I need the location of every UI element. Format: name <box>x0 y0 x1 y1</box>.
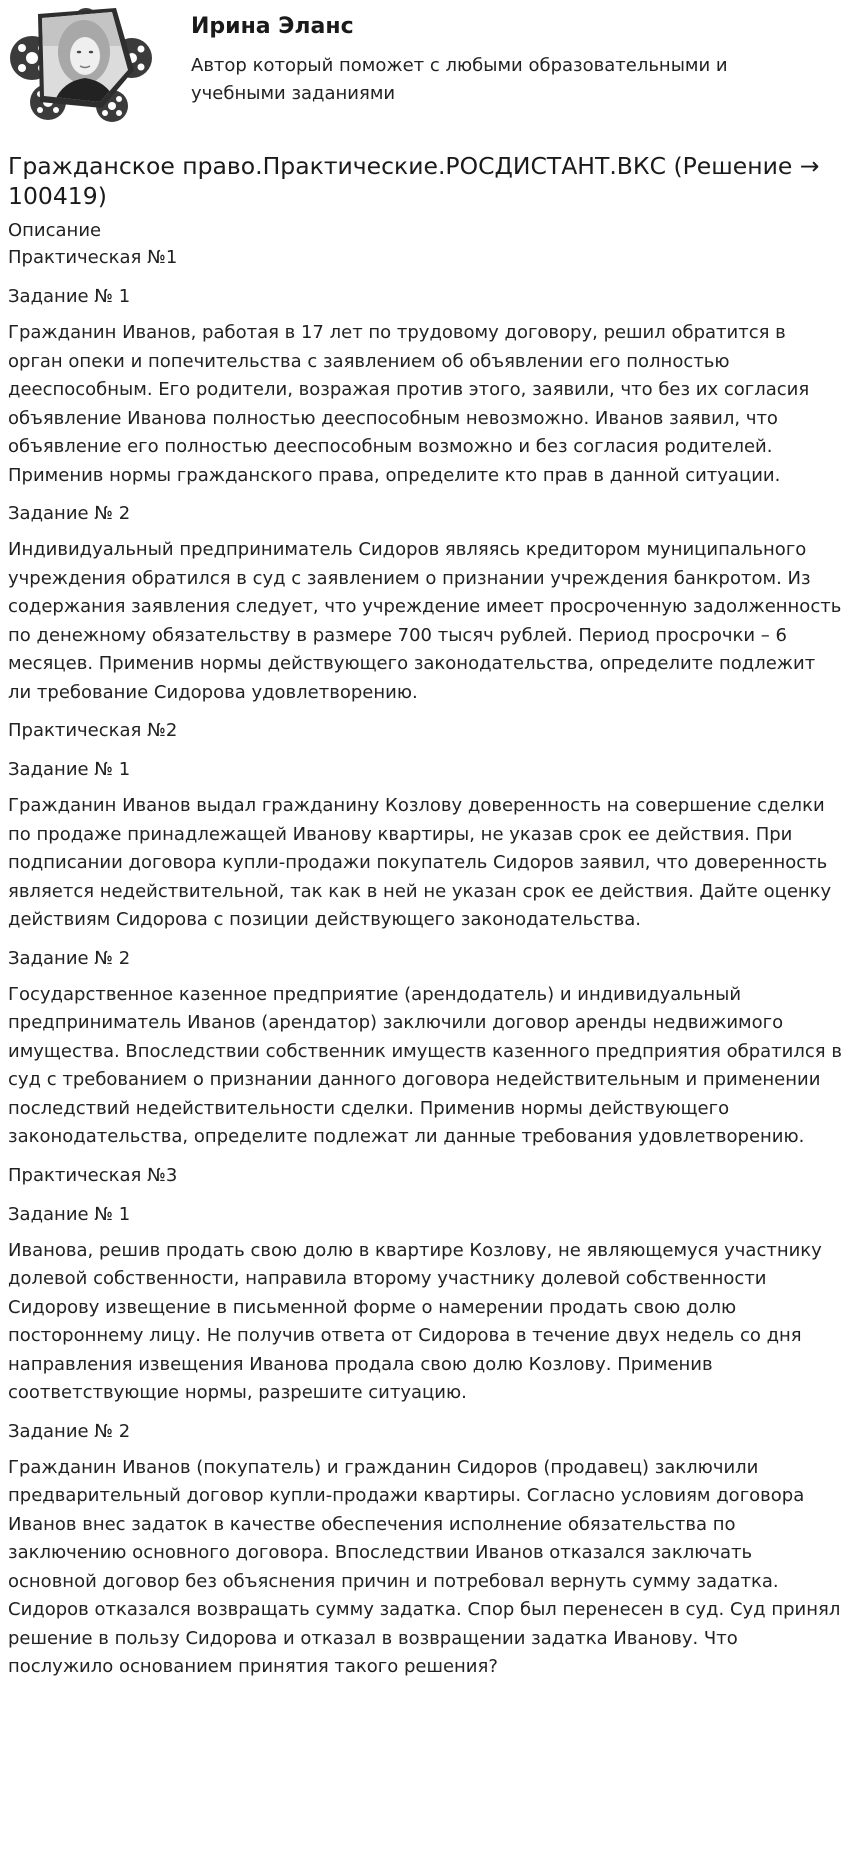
film-reel-avatar-image <box>8 6 153 126</box>
task-text: Гражданин Иванов, работая в 17 лет по трудовому договору, решил обратится в орган опеки и попечительства с заявлением об объявлении его полностью дееспособным. Его родители, возражая против этого, заявили, что без их согласия объявление Иванова полностью дееспособным невозможно. Иванов заявил, что объявление его полностью дееспособным возможно и без согласия родителей. Применив нормы гражданского права, определите кто прав в данной ситуации. <box>8 322 810 486</box>
task-text: Иванова, решив продать свою долю в квартире Козлову, не являющемуся участнику долевой собственности, направила второму участнику долевой собственности Сидорову извещение в письменной форме о намерении продать свою долю постороннему лицу. Не получив ответа от Сидорова в течение двух недель со дня направления извещения Иванова продала свою долю Козлову. Применив соответствующие нормы, разрешите ситуацию. <box>8 1239 822 1403</box>
task-text: Гражданин Иванов (покупатель) и гражданин Сидоров (продавец) заключили предварительный договор купли-продажи квартиры. Согласно условиям договора Иванов внес задаток в качестве обеспечения исполнение обязательства по заключению основного договора. Впоследствии Иванов отказался заключать основной договор без объяснения причин и потребовал вернуть сумму задатка. Сидоров отказался возвращать сумму задатка. Спор был перенесен в суд. Суд принял решение в пользу Сидорова и отказал в возвращении задатка Иванову. Что послужило основанием принятия такого решения? <box>8 1456 841 1677</box>
task-text: Государственное казенное предприятие (арендодатель) и индивидуальный предприниматель Иванов (арендатор) заключили договор аренды недвижимого имущества. Впоследствии собственник имуществ казенного предприятия обратился в суд с требованием о признании данного договора недействительным и применении последствий недействительности сделки. Применив нормы действующего законодательства, определите подлежат ли данные требования удовлетворению. <box>8 983 842 1147</box>
description-label: Описание <box>8 220 102 241</box>
task-title: Задание № 2 <box>8 503 131 524</box>
task-title: Задание № 1 <box>8 286 131 307</box>
author-avatar[interactable] <box>8 6 153 126</box>
practical-section <box>8 717 842 1152</box>
author-name[interactable]: Ирина Эланс <box>191 14 354 39</box>
task-text: Индивидуальный предприниматель Сидоров являясь кредитором муниципального учреждения обратился в суд с заявлением о признании учреждения банкротом. Из содержания заявления следует, что учреждение имеет просроченную задолженность по денежному обязательству в размере 700 тысяч рублей. Период просрочки – 6 месяцев. Применив нормы действующего законодательства, определите подлежит ли требование Сидорова удовлетворению. <box>8 539 842 703</box>
task-title: Задание № 1 <box>8 1203 131 1225</box>
task-title: Задание № 2 <box>8 1420 131 1442</box>
practical-title: Практическая №3 <box>8 1164 178 1186</box>
practical-title: Практическая №1 <box>8 247 178 268</box>
author-description: Автор который поможет с любыми образовательными и учебными заданиями <box>191 55 728 104</box>
document-title: Гражданское право.Практические.РОСДИСТАНТ.ВКС (Решение → 100419) <box>8 152 820 210</box>
practical-section <box>8 1162 841 1682</box>
author-card <box>8 0 831 141</box>
task-title: Задание № 1 <box>8 759 131 780</box>
task-text: Гражданин Иванов выдал гражданину Козлову доверенность на совершение сделки по продаже принадлежащей Иванову квартиры, не указав срок ее действия. При подписании договора купли-продажи покупатель Сидоров заявил, что доверенность является недействительной, так как в ней не указан срок ее действия. Дайте оценку действиям Сидорова с позиции действующего законодательства. <box>8 795 832 930</box>
author-info <box>191 6 811 108</box>
practical-section <box>8 244 842 707</box>
task-title: Задание № 2 <box>8 947 131 969</box>
practical-title: Практическая №2 <box>8 720 178 741</box>
